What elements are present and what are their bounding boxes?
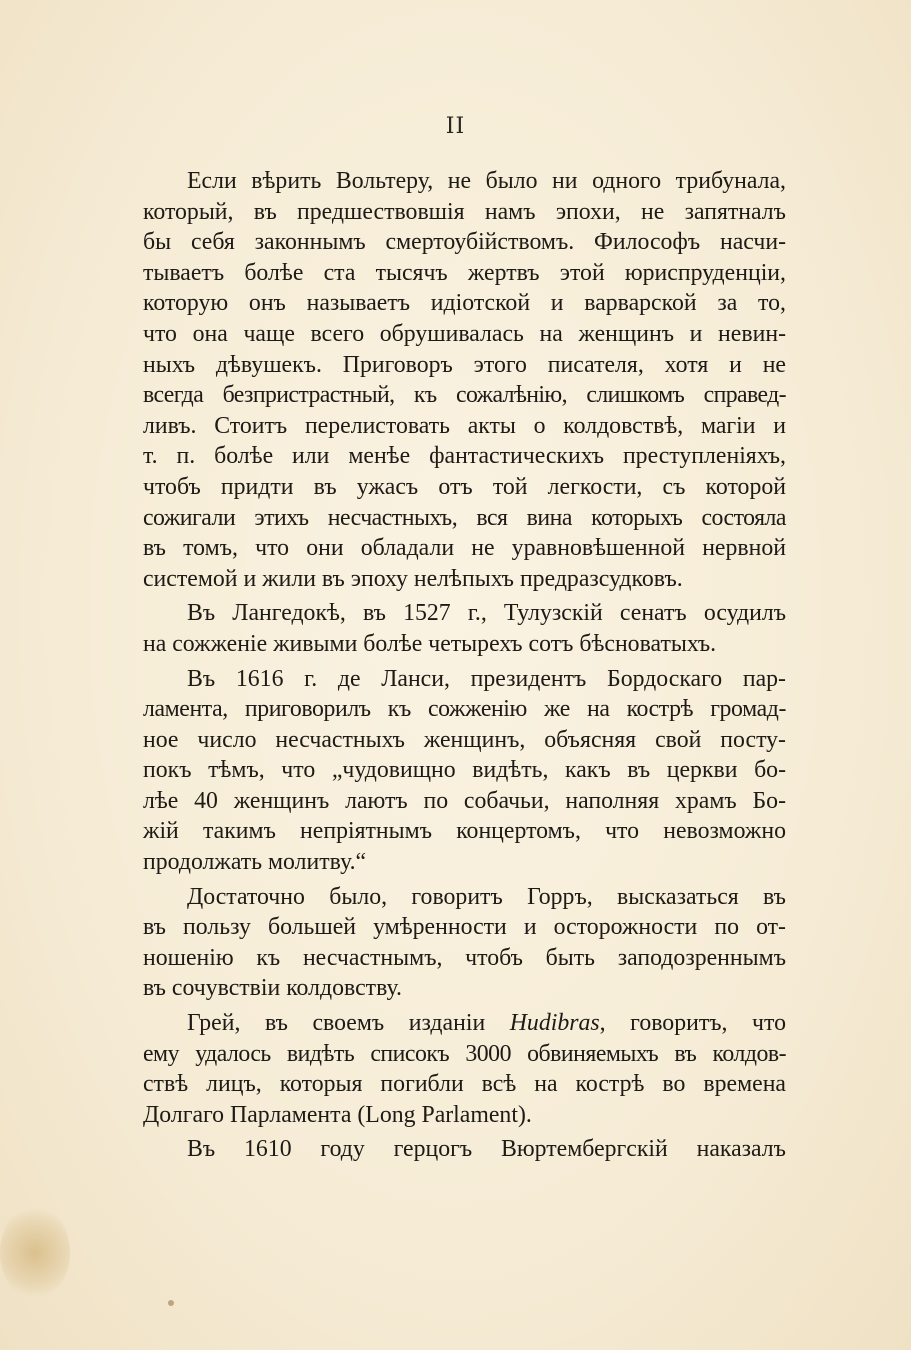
text-line: Достаточно было, говоритъ Горръ, высказаться въ — [187, 883, 786, 910]
paragraph-voltaire — [143, 166, 786, 594]
paragraph-lancre — [143, 664, 786, 878]
paragraph-grey — [143, 1008, 786, 1130]
text-line: чтобъ придти въ ужасъ отъ той легкости, съ которой — [143, 473, 786, 500]
book-title: Hudibras — [509, 1010, 600, 1037]
text-line: тываетъ болѣе ста тысячъ жертвъ этой юриспруденціи, — [143, 259, 786, 286]
text-line — [143, 1008, 786, 1039]
text-line: Въ 1610 году герцогъ Вюртембергскій наказалъ — [187, 1136, 786, 1163]
text-line: продолжать молитву.“ — [143, 849, 367, 876]
paper-stain — [0, 1205, 70, 1300]
text-line: сожигали этихъ несчастныхъ, вся вина которыхъ состояла — [143, 504, 786, 531]
text-fragment: Грей, въ своемъ изданіи — [187, 1010, 486, 1037]
text-line: ствѣ лицъ, которыя погибли всѣ на кострѣ во времена — [143, 1071, 786, 1098]
text-line: ное число несчастныхъ женщинъ, объясняя свой посту- — [143, 726, 786, 753]
text-line: системой и жили въ эпоху нелѣпыхъ предразсудковъ. — [143, 565, 683, 592]
text-line: который, въ предшествовшія намъ эпохи, не запятналъ — [143, 198, 786, 225]
paper-spot — [168, 1300, 174, 1306]
text-line: ныхъ дѣвушекъ. Приговоръ этого писателя, хотя и не — [143, 351, 786, 378]
text-line: въ томъ, что они обладали не уравновѣшенной нервной — [143, 535, 786, 562]
paragraph-wurttemberg — [143, 1134, 786, 1165]
body-text — [143, 166, 786, 1165]
text-line: въ сочувствіи колдовству. — [143, 975, 402, 1002]
paragraph-gorr — [143, 882, 786, 1004]
text-line: покъ тѣмъ, что „чудовищно видѣть, какъ въ церкви бо- — [143, 757, 786, 784]
text-line: Въ Лангедокѣ, въ 1527 г., Тулузскій сенатъ осудилъ — [187, 600, 786, 627]
text-line: ливъ. Стоитъ перелистовать акты о колдовствѣ, магіи и — [143, 412, 786, 439]
text-line: лѣе 40 женщинъ лаютъ по собачьи, наполняя храмъ Бо- — [143, 787, 786, 814]
text-line: на сожженіе живыми болѣе четырехъ сотъ бѣсноватыхъ. — [143, 630, 717, 657]
text-line: Если вѣрить Вольтеру, не было ни одного трибунала, — [187, 168, 786, 194]
page-number: II — [445, 114, 466, 139]
text-line: т. п. болѣе или менѣе фантастическихъ преступленіяхъ, — [143, 443, 786, 470]
text-line: всегда безпристрастный, къ сожалѣнію, слишкомъ справед- — [143, 382, 786, 409]
text-line: бы себя законнымъ смертоубійствомъ. Философъ насчи- — [143, 229, 786, 256]
text-line: ему удалось видѣть списокъ 3000 обвиняемыхъ въ колдов- — [143, 1040, 786, 1067]
text-line: что она чаще всего обрушивалась на женщинъ и невин- — [143, 320, 786, 347]
text-line: ламента, приговорилъ къ сожженію же на кострѣ громад- — [143, 696, 786, 723]
text-line: Долгаго Парламента (Long Parlament). — [143, 1101, 532, 1128]
text-line: жій такимъ непріятнымъ концертомъ, что невозможно — [143, 818, 786, 845]
text-line: Въ 1616 г. де Ланси, президентъ Бордоскаго пар- — [187, 665, 786, 692]
text-fragment: , говоритъ, что — [599, 1010, 786, 1037]
text-line: въ пользу большей умѣренности и осторожности по от- — [143, 914, 786, 941]
paragraph-languedoc — [143, 598, 786, 659]
text-line: которую онъ называетъ идіотской и варварской за то, — [143, 290, 786, 317]
text-line: ношенію къ несчастнымъ, чтобъ быть заподозреннымъ — [143, 944, 786, 971]
